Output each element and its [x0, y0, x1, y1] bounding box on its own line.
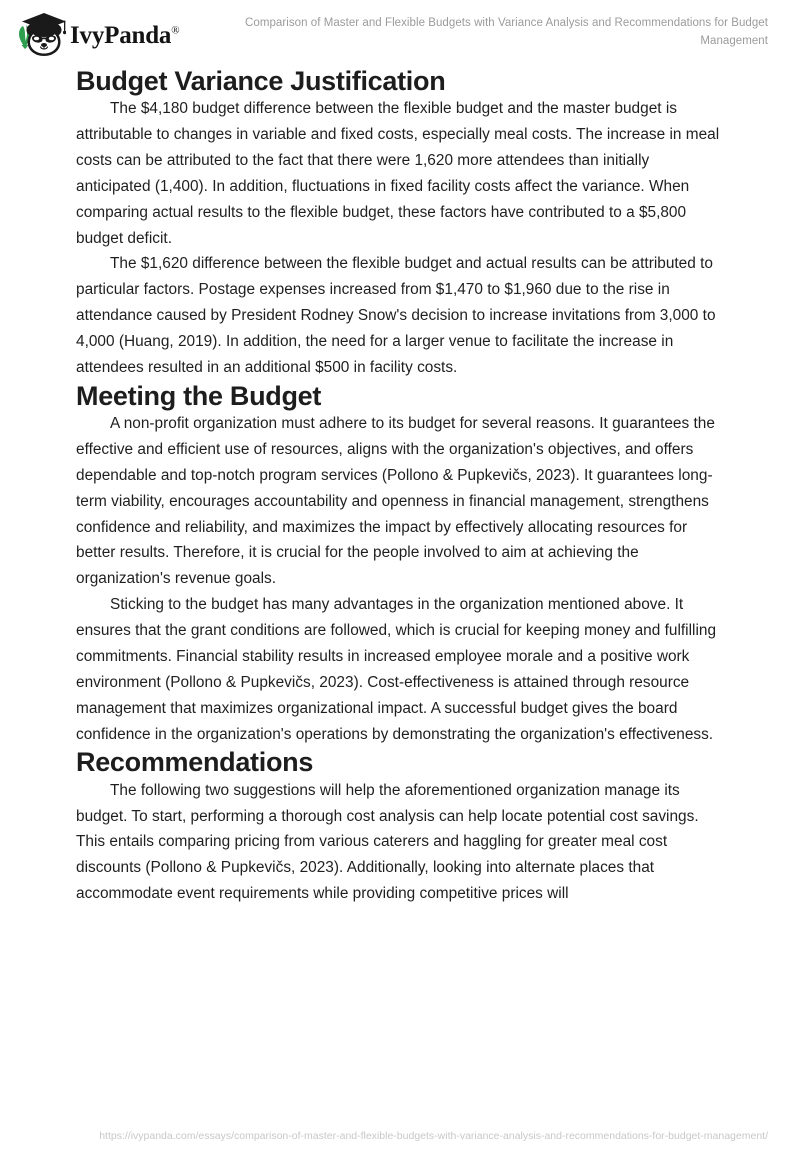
page-footer	[40, 1128, 768, 1146]
paragraph: A non-profit organization must adhere to its budget for several reasons. It guarantees the effective and efficient use of resources, aligns with the organization's objectives, and offers dependable and top-notch program services (Pollono & Pupkevičs, 2023). It guarantees long-term viability, encourages accountability and openness in financial management, strengthens confidence and reliability, and maximizes the impact by effectively allocating resources for better results. Therefore, it is crucial for the people involved to aim at achieving the organization's revenue goals.	[76, 415, 715, 588]
section-meeting-the-budget	[76, 381, 724, 748]
document-title: Comparison of Master and Flexible Budgets with Variance Analysis and Recommendations for Budget Management	[245, 17, 768, 47]
paragraph: Sticking to the budget has many advantages in the organization mentioned above. It ensures that the grant conditions are followed, which is crucial for keeping money and fulfilling commitments. Financial stability results in increased employee morale and a positive work environment (Pollono & Pupkevičs, 2023). Cost-effectiveness is attained through resource management that maximizes organizational impact. A successful budget gives the board confidence in the organization's operations by demonstrating the organization's effectiveness.	[76, 596, 717, 743]
paragraph: The following two suggestions will help the aforementioned organization manage its budget. To start, performing a thorough cost analysis can help locate potential cost savings. This entails comparing pricing from various caterers and haggling for greater meal cost discounts (Pollono & Pupkevičs, 2023). Additionally, looking into alternate places that accommodate event requirements while providing competitive prices will	[76, 781, 699, 903]
section-heading: Meeting the Budget	[76, 380, 322, 411]
document-body	[76, 66, 724, 907]
page-header	[0, 0, 800, 66]
brand-logo[interactable]	[14, 8, 224, 58]
registered-mark-icon: ®	[171, 24, 180, 37]
section-heading: Budget Variance Justification	[76, 66, 446, 96]
section-budget-variance-justification	[76, 66, 724, 381]
brand-name-text: IvyPanda	[70, 21, 172, 49]
section-heading: Recommendations	[76, 747, 314, 778]
brand-name	[70, 23, 179, 48]
paragraph: The $1,620 difference between the flexible budget and actual results can be attributed to particular factors. Postage expenses increased from $1,470 to $1,960 due to the rise in attendance caused by President Rodney Snow's decision to increase invitations from 3,000 to 4,000 (Huang, 2019). In addition, the need for a larger venue to facilitate the increase in attendees resulted in an additional $500 in facility costs.	[76, 255, 716, 376]
section-recommendations	[76, 747, 724, 907]
source-url-link[interactable]: https://ivypanda.com/essays/comparison-of-master-and-flexible-budgets-with-variance-analysis-and-recommendations-for-budget-management/	[99, 1130, 768, 1143]
panda-graduate-logo-icon	[14, 12, 66, 58]
paragraph: The $4,180 budget difference between the flexible budget and the master budget is attributable to changes in variable and fixed costs, especially meal costs. The increase in meal costs can be attributed to the fact that there were 1,620 more attendees than initially anticipated (1,400). In addition, fluctuations in fixed facility costs affect the variance. When comparing actual results to the flexible budget, these factors have contributed to a $5,800 budget deficit.	[76, 100, 720, 247]
